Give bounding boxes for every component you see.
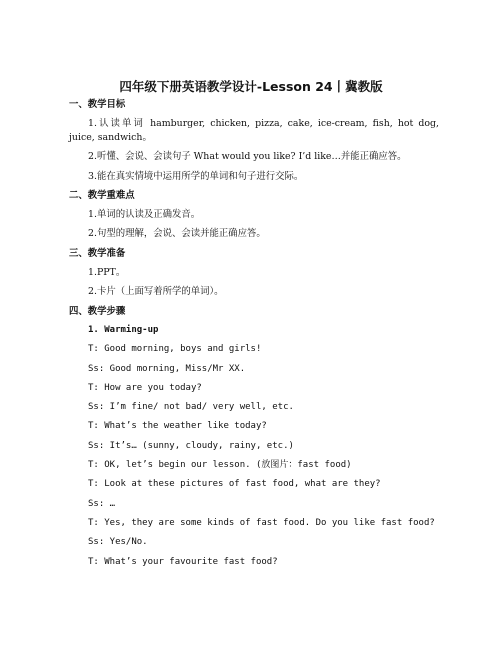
dialogue-line: T: How are you today? [88,382,202,393]
section-heading-preparation: 三、教学准备 [69,247,126,259]
dialogue-line: Ss: Yes/No. [88,537,148,548]
step-heading-warming-up: 1. Warming-up [88,324,159,335]
key-point-item-1: 1.单词的认读及正确发音。 [88,209,201,221]
dialogue-line: Ss: It’s… (sunny, cloudy, rainy, etc.) [88,440,294,451]
section-heading-objectives: 一、教学目标 [69,99,126,110]
dialogue-line: Ss: … [88,498,116,509]
section-heading-steps: 四、教学步骤 [69,305,126,317]
key-point-item-2: 2.句型的理解，会说、会读并能正确应答。 [88,228,266,240]
objective-item-2: 2.听懂、会说、会读句子 What would you like? I’d like…并能正确应答。 [88,151,407,163]
dialogue-line: T: Yes, they are some kinds of fast food. Do you like fast food? [88,517,435,528]
preparation-item-2: 2.卡片（上面写着所学的单词）。 [88,286,224,298]
dialogue-line: T: Good morning, boys and girls! [88,344,262,355]
dialogue-line: T: What’s your favourite fast food? [88,556,278,567]
objective-item-3: 3.能在真实情境中运用所学的单词和句子进行交际。 [88,170,304,182]
section-heading-key-points: 二、教学重难点 [69,189,135,201]
document-body [69,95,439,572]
dialogue-line: T: What’s the weather like today? [88,421,267,432]
dialogue-line: T: OK, let’s begin our lesson. (放图片：fast food) [88,460,352,471]
objective-item-1: 1.认读单词 hamburger, chicken, pizza, cake, ice-cream, fish, hot dog, juice, sandwich。 [69,118,439,144]
dialogue-line: T: Look at these pictures of fast food, what are they? [88,479,381,490]
dialogue-line: Ss: I’m fine/ not bad/ very well, etc. [88,402,294,413]
page-title: 四年级下册英语教学设计-Lesson 24丨冀教版 [119,79,383,94]
preparation-item-1: 1.PPT。 [88,267,126,279]
dialogue-line: Ss: Good morning, Miss/Mr XX. [88,363,246,374]
